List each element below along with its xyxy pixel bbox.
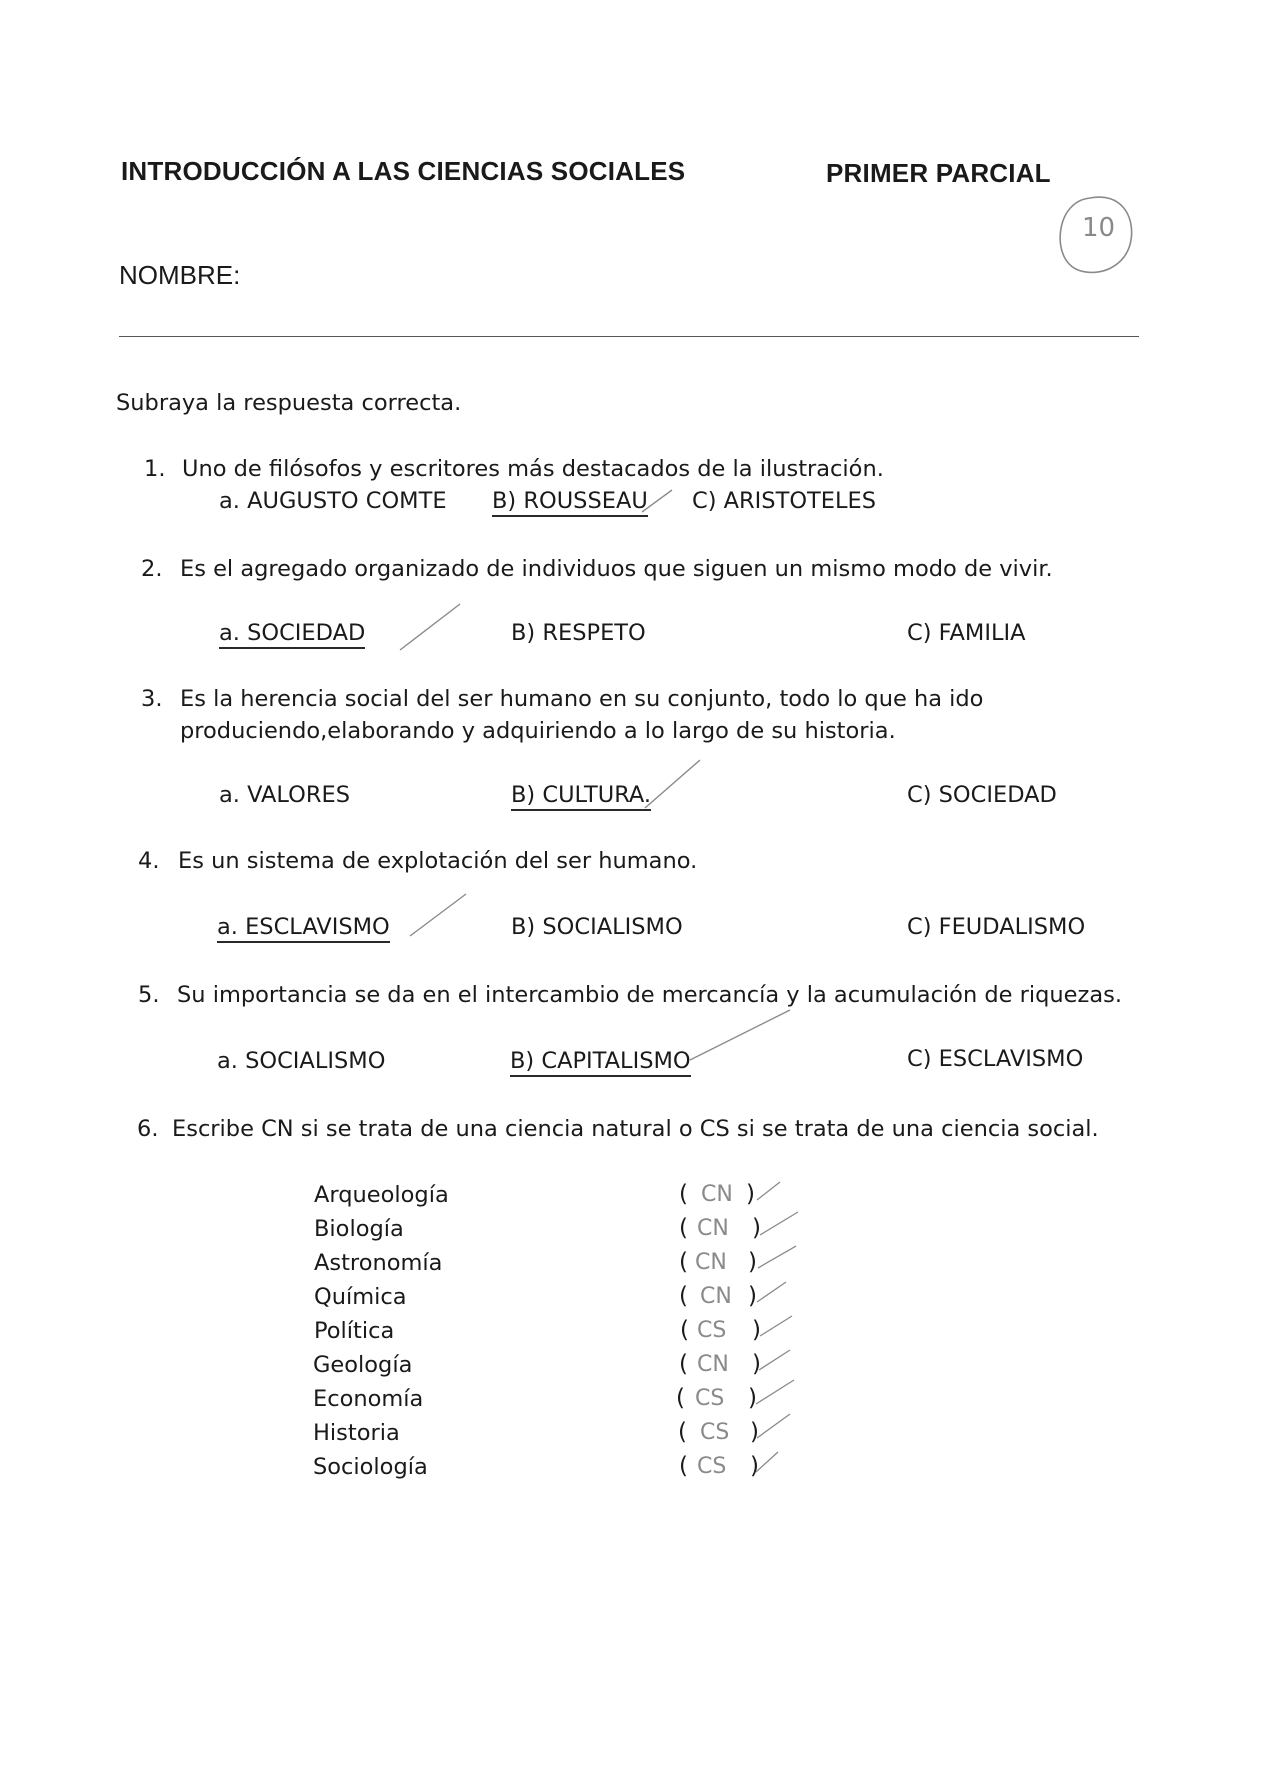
question-2-option-c[interactable]: C) FAMILIA (907, 620, 1026, 646)
check-mark-icon (759, 1350, 790, 1370)
science-answer[interactable]: CN (701, 1182, 733, 1207)
question-1-option-b[interactable]: B) ROUSSEAU (492, 488, 648, 517)
question-4-option-c[interactable]: C) FEUDALISMO (907, 914, 1086, 940)
question-4-option-a[interactable]: a. ESCLAVISMO (217, 914, 390, 943)
answer-close-paren: ) (746, 1181, 755, 1207)
question-1-text: Uno de filósofos y escritores más destacados de la ilustración. (182, 456, 884, 482)
answer-close-paren: ) (752, 1215, 761, 1241)
science-answer[interactable]: CS (697, 1318, 727, 1343)
science-name: Economía (313, 1386, 424, 1412)
question-1-option-a[interactable]: a. AUGUSTO COMTE (219, 488, 447, 514)
science-answer[interactable]: CS (695, 1386, 725, 1411)
answer-close-paren: ) (750, 1453, 759, 1479)
answer-open-paren: ( (679, 1215, 688, 1241)
check-mark-icon (690, 1010, 790, 1060)
science-name: Historia (313, 1420, 400, 1446)
question-5-option-b[interactable]: B) CAPITALISMO (510, 1048, 691, 1077)
science-answer[interactable]: CS (697, 1454, 727, 1479)
answer-open-paren: ( (676, 1385, 685, 1411)
question-3-option-c[interactable]: C) SOCIEDAD (907, 782, 1057, 808)
question-3-option-a[interactable]: a. VALORES (219, 782, 351, 808)
question-1-option-c[interactable]: C) ARISTOTELES (692, 488, 877, 514)
course-title: INTRODUCCIÓN A LAS CIENCIAS SOCIALES (121, 156, 686, 186)
check-mark-icon (758, 1246, 796, 1268)
answer-close-paren: ) (752, 1317, 761, 1343)
answer-close-paren: ) (748, 1249, 757, 1275)
question-6-text: Escribe CN si se trata de una ciencia natural o CS si se trata de una ciencia social. (172, 1116, 1099, 1142)
name-label: NOMBRE: (119, 260, 241, 290)
question-5-option-a[interactable]: a. SOCIALISMO (217, 1048, 386, 1074)
answer-close-paren: ) (750, 1419, 759, 1445)
question-2-text: Es el agregado organizado de individuos que siguen un mismo modo de vivir. (180, 556, 1053, 582)
question-2-number: 2. (141, 556, 163, 582)
check-mark-icon (645, 760, 700, 808)
science-name: Política (314, 1318, 395, 1344)
question-4-number: 4. (138, 848, 160, 874)
question-2-option-b[interactable]: B) RESPETO (511, 620, 646, 646)
question-2-option-a[interactable]: a. SOCIEDAD (219, 620, 365, 649)
science-name: Astronomía (314, 1250, 443, 1276)
question-3-text-line-1: Es la herencia social del ser humano en su conjunto, todo lo que ha ido (180, 686, 984, 712)
question-3-text-line-2: produciendo,elaborando y adquiriendo a lo largo de su historia. (180, 718, 896, 744)
answer-close-paren: ) (748, 1283, 757, 1309)
grade-score: 10 (1082, 213, 1116, 243)
science-answer[interactable]: CN (700, 1284, 732, 1309)
check-mark-icon (400, 604, 460, 650)
science-answer[interactable]: CN (697, 1352, 729, 1377)
question-5-option-c[interactable]: C) ESCLAVISMO (907, 1046, 1084, 1072)
science-name: Arqueología (314, 1182, 449, 1208)
answer-open-paren: ( (679, 1181, 688, 1207)
check-mark-icon (757, 1282, 786, 1302)
question-3-number: 3. (141, 686, 163, 712)
check-mark-icon (757, 1182, 780, 1200)
exam-title: PRIMER PARCIAL (826, 158, 1051, 188)
name-line (119, 336, 1139, 337)
answer-open-paren: ( (679, 1283, 688, 1309)
instruction: Subraya la respuesta correcta. (116, 390, 462, 416)
question-4-text: Es un sistema de explotación del ser humano. (178, 848, 698, 874)
answer-open-paren: ( (679, 1453, 688, 1479)
answer-open-paren: ( (678, 1419, 687, 1445)
answer-close-paren: ) (748, 1385, 757, 1411)
question-4-option-b[interactable]: B) SOCIALISMO (511, 914, 683, 940)
science-answer[interactable]: CN (695, 1250, 727, 1275)
check-mark-icon (756, 1380, 794, 1404)
science-answer[interactable]: CS (700, 1420, 730, 1445)
answer-open-paren: ( (679, 1249, 688, 1275)
question-1-number: 1. (144, 456, 166, 482)
question-6-number: 6. (137, 1116, 159, 1142)
science-name: Sociología (313, 1454, 428, 1480)
check-mark-icon (410, 894, 466, 936)
answer-close-paren: ) (752, 1351, 761, 1377)
science-name: Química (314, 1284, 407, 1310)
question-3-option-b[interactable]: B) CULTURA. (511, 782, 651, 811)
answer-open-paren: ( (680, 1317, 689, 1343)
check-mark-icon (757, 1414, 790, 1438)
science-answer[interactable]: CN (697, 1216, 729, 1241)
question-5-number: 5. (138, 982, 160, 1008)
answer-open-paren: ( (679, 1351, 688, 1377)
science-name: Geología (313, 1352, 413, 1378)
science-name: Biología (314, 1216, 404, 1242)
check-mark-icon (756, 1452, 778, 1472)
check-mark-icon (760, 1212, 798, 1235)
question-5-text: Su importancia se da en el intercambio de mercancía y la acumulación de riquezas. (177, 982, 1122, 1008)
check-mark-icon (760, 1316, 792, 1336)
